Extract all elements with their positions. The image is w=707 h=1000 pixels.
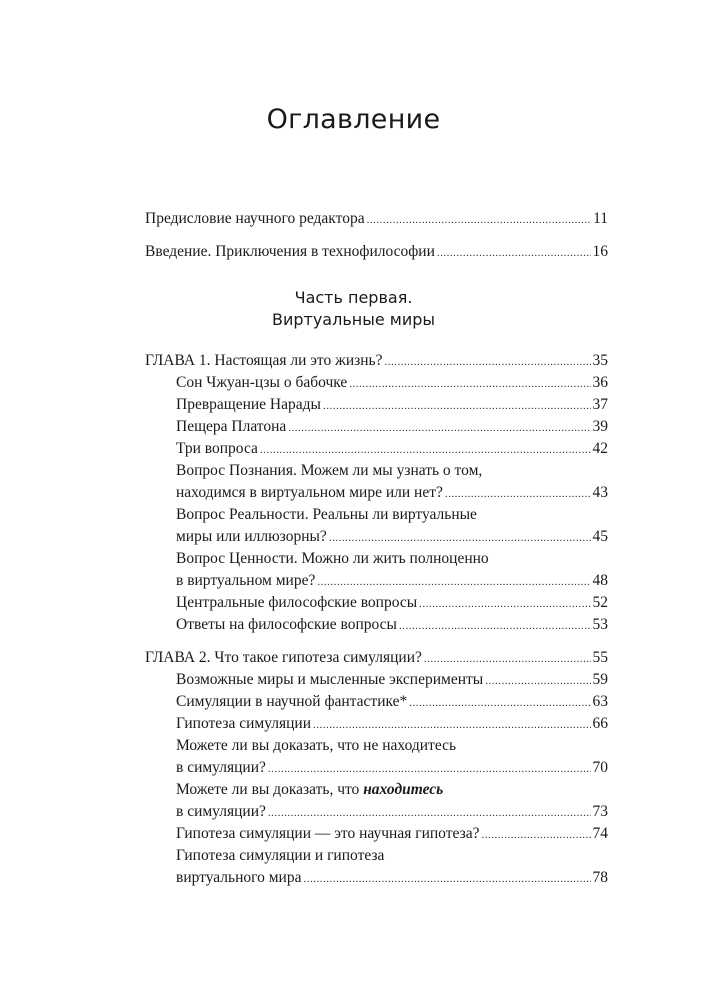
toc-entry-page: 42 [592,440,608,457]
dot-leader [424,648,591,670]
dot-leader [288,417,590,439]
dot-leader [323,395,591,417]
toc-entry-page: 78 [592,869,608,886]
part-number: Часть первая. [294,288,413,307]
dot-leader [260,439,591,461]
chapter-heading[interactable] [145,647,608,669]
toc-entry-title-line2: в симуляции? [176,759,266,776]
dot-leader [303,868,590,890]
toc-entry-page: 66 [592,715,608,732]
toc-entry[interactable] [145,735,608,779]
toc-entry-title: Превращение Нарады [176,396,321,413]
toc-entry-title-line1 [176,779,608,801]
toc-entry[interactable] [145,713,608,735]
toc-entry[interactable] [145,779,608,823]
toc-entry[interactable] [145,394,608,416]
toc-entry[interactable] [145,416,608,438]
toc-entry-page: 52 [592,594,608,611]
toc-entry-page: 74 [592,825,608,842]
dot-leader [399,615,591,637]
toc-entry-title-line1: Вопрос Реальности. Реальны ли виртуальные [176,506,477,523]
toc-entry[interactable] [145,460,608,504]
toc-chapter-2 [145,647,608,889]
toc-entry-title-line2: в виртуальном мире? [176,572,316,589]
dot-leader [329,527,591,549]
dot-leader [317,571,590,593]
toc-entry-page: 35 [592,352,608,369]
toc-entry-title: Предисловие научного редактора [145,210,365,227]
toc-entry[interactable] [145,208,608,230]
toc-entry-title: Три вопроса [176,440,258,457]
toc-entry-title-line1: Можете ли вы доказать, что не находитесь [176,737,457,754]
toc-entry-page: 37 [592,396,608,413]
toc-entry[interactable] [145,614,608,636]
dot-leader [437,242,591,264]
toc-entry-title: Гипотеза симуляции — это научная гипотеза? [176,825,480,842]
dot-leader [349,373,590,395]
toc-entry-page: 36 [592,374,608,391]
dot-leader [268,758,591,780]
chapter-title: ГЛАВА 2. Что такое гипотеза симуляции? [145,649,422,666]
toc-entry-title: Пещера Платона [176,418,287,435]
toc-entry[interactable] [145,438,608,460]
part-heading [0,287,707,331]
toc-entry-page: 70 [592,759,608,776]
toc-entry-title: Симуляции в научной фантастике* [176,693,408,710]
chapter-title: ГЛАВА 1. Настоящая ли это жизнь? [145,352,383,369]
toc-entry-page: 48 [592,572,608,589]
dot-leader [313,714,590,736]
toc-entry-page: 16 [592,243,608,260]
toc-entry[interactable] [145,241,608,263]
dot-leader [485,670,590,692]
toc-entry-page: 39 [592,418,608,435]
toc-entry-page: 73 [592,803,608,820]
toc-entry-page: 53 [592,616,608,633]
toc-entry-title: Ответы на философские вопросы [176,616,397,633]
toc-entry-page: 11 [593,210,608,227]
toc-entry-title-line1: Вопрос Ценности. Можно ли жить полноценно [176,550,489,567]
toc-entry[interactable] [145,823,608,845]
dot-leader [445,483,591,505]
dot-leader [409,692,590,714]
toc-entry-title: Сон Чжуан-цзы о бабочке [176,374,348,391]
toc-entry[interactable] [145,548,608,592]
toc-entry-page: 45 [592,528,608,545]
emphasis-text: находитесь [363,781,444,798]
toc-entry-title-line1: Гипотеза симуляции и гипотеза [176,847,385,864]
toc-entry-title-line1: Вопрос Познания. Можем ли мы узнать о том, [176,462,483,479]
toc-entry[interactable] [145,669,608,691]
toc-entry[interactable] [145,845,608,889]
toc-entry-title: Центральные философские вопросы [176,594,418,611]
toc-entry-title-line2: виртуального мира [176,869,302,886]
toc-front-matter [145,208,608,263]
dot-leader [384,351,590,373]
toc-entry-title: Гипотеза симуляции [176,715,312,732]
toc-chapter-1 [145,350,608,636]
chapter-heading[interactable] [145,350,608,372]
title-text: Можете ли вы доказать, что [176,781,364,798]
toc-entry-title-line2: миры или иллюзорны? [176,528,327,545]
dot-leader [367,209,591,231]
toc-entry-page: 55 [592,649,608,666]
toc-entry[interactable] [145,691,608,713]
toc-entry-page: 43 [592,484,608,501]
toc-entry-page: 59 [592,671,608,688]
dot-leader [419,593,590,615]
toc-entry-title-line2: в симуляции? [176,803,266,820]
dot-leader [481,824,590,846]
toc-entry-title-line2: находимся в виртуальном мире или нет? [176,484,443,501]
toc-entry[interactable] [145,592,608,614]
toc-entry-title: Введение. Приключения в технофилософии [145,243,435,260]
page-title: Оглавление [266,104,441,135]
dot-leader [268,802,591,824]
toc-entry-title: Возможные миры и мысленные эксперименты [176,671,484,688]
part-title: Виртуальные миры [271,310,436,329]
toc-entry-page: 63 [592,693,608,710]
toc-entry[interactable] [145,504,608,548]
toc-entry[interactable] [145,372,608,394]
